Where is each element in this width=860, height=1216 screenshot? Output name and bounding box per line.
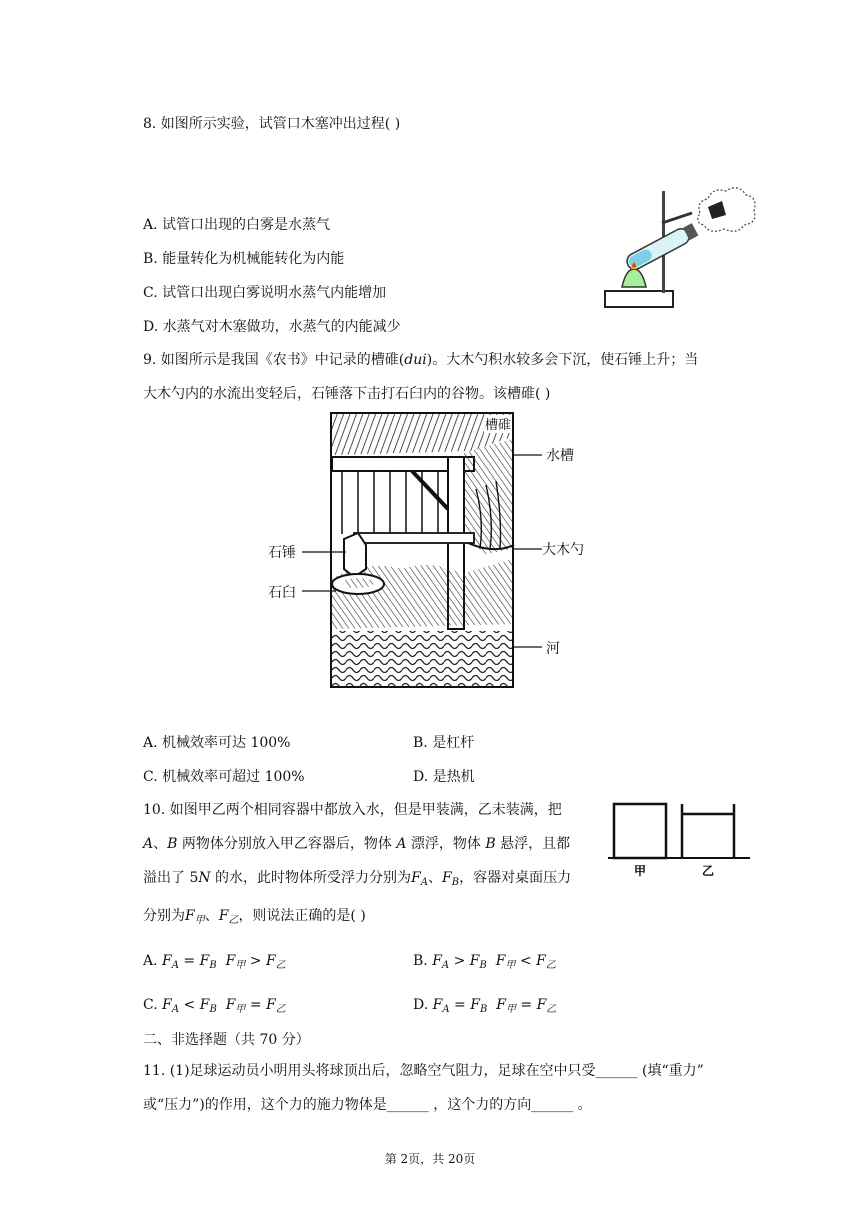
containers-figure [604, 800, 754, 882]
label-water-trough: 水槽 [546, 448, 574, 464]
q8-option-c: C. 试管口出现白雾说明水蒸气内能增加 [143, 285, 387, 301]
q10-line3-text2: 的水，此时物体所受浮力分别为 [210, 870, 412, 886]
object-a: A [143, 836, 154, 852]
q10-line4-text1: 分别为 [143, 908, 185, 924]
q10-line2-text1: 两物体分别放入甲乙容器后，物体 [177, 836, 397, 852]
q10-line4 [143, 905, 366, 926]
pinyin-dui: dui [404, 352, 427, 368]
q10-line3-text1: 溢出了 5 [143, 870, 199, 886]
label-stone-hammer: 石锤 [268, 545, 296, 561]
q10-line4-sep: 、 [204, 908, 219, 924]
figure-title: 槽碓 [484, 418, 512, 433]
q10-line3-text3: ，容器对桌面压力 [459, 870, 572, 886]
object-a-ref: A [396, 836, 407, 852]
q10-letter-a: A. [143, 953, 158, 969]
q8-option-d: D. 水蒸气对木塞做功，水蒸气的内能减少 [143, 319, 401, 335]
q10-letter-d: D. [413, 997, 429, 1013]
q9-option-b: B. 是杠杆 [413, 735, 475, 751]
label-stone-mortar: 石臼 [268, 585, 296, 601]
object-b-ref: B [485, 836, 496, 852]
q9-line2: 大木勺内的水流出变轻后，石锤落下击打石臼内的谷物。该槽碓( ) [143, 386, 551, 402]
q10-sep: 、 [153, 836, 168, 852]
page-footer: 第 2页，共 20页 [384, 1152, 476, 1166]
q11-line1: 11. (1)足球运动员小明用头将球顶出后，忽略空气阻力，足球在空中只受______ (填“重力” [143, 1063, 704, 1079]
q10-line4-text2: ，则说法正确的是( ) [238, 908, 366, 924]
q9-line1-part-b: )。大木勺积水较多会下沉，使石锤上升；当 [426, 352, 699, 368]
label-river: 河 [546, 641, 560, 657]
q10-option-d: D. $F_A = F_B$ $F_甲 = F_乙$ [413, 997, 557, 1015]
unit-newton: N [198, 870, 211, 886]
caodui-illustration [262, 409, 592, 691]
q10-line2-text2: 漂浮，物体 [406, 836, 486, 852]
q9-option-d: D. 是热机 [413, 769, 475, 785]
q10-line3 [143, 867, 571, 888]
q10-line2 [143, 833, 570, 853]
section-heading: 二、非选择题（共 70 分） [143, 1032, 310, 1048]
force-f-jia: $F_甲$ [185, 908, 205, 926]
object-b: B [167, 836, 178, 852]
q10-option-a: A. $F_A = F_B$ $F_甲 > F_乙$ [143, 953, 286, 971]
q9-line1-part-a: 9. 如图所示是我国《农书》中记录的槽碓( [143, 352, 405, 368]
force-fa: $F_A$ [411, 870, 429, 888]
q10-letter-c: C. [143, 997, 158, 1013]
label-jia: 甲 [633, 864, 647, 878]
label-wooden-scoop: 大木勺 [542, 542, 584, 558]
q8-stem: 8. 如图所示实验，试管口木塞冲出过程( ) [143, 116, 401, 132]
q10-option-c: C. $F_A < F_B$ $F_甲 = F_乙$ [143, 997, 286, 1015]
label-yi: 乙 [701, 864, 715, 878]
q11-line2: 或“压力”)的作用，这个力的施力物体是______ ，这个力的方向______ 。 [143, 1097, 592, 1113]
q9-line1 [143, 349, 698, 369]
test-tube-apparatus-figure [600, 183, 760, 313]
q9-option-c: C. 机械效率可超过 100% [143, 769, 305, 785]
q8-option-b: B. 能量转化为机械能转化为内能 [143, 251, 345, 267]
force-fb: $F_B$ [442, 870, 460, 888]
force-f-yi: $F_乙$ [218, 908, 239, 926]
q10-line3-sep: 、 [428, 870, 443, 886]
q10-option-b: B. $F_A > F_B$ $F_甲 < F_乙$ [413, 953, 556, 971]
q10-letter-b: B. [413, 953, 428, 969]
q10-line1: 10. 如图甲乙两个相同容器中都放入水，但是甲装满，乙未装满，把 [143, 802, 562, 818]
q8-option-a: A. 试管口出现的白雾是水蒸气 [143, 217, 331, 233]
q10-line2-text3: 悬浮，且都 [495, 836, 571, 852]
q9-option-a: A. 机械效率可达 100% [143, 735, 291, 751]
